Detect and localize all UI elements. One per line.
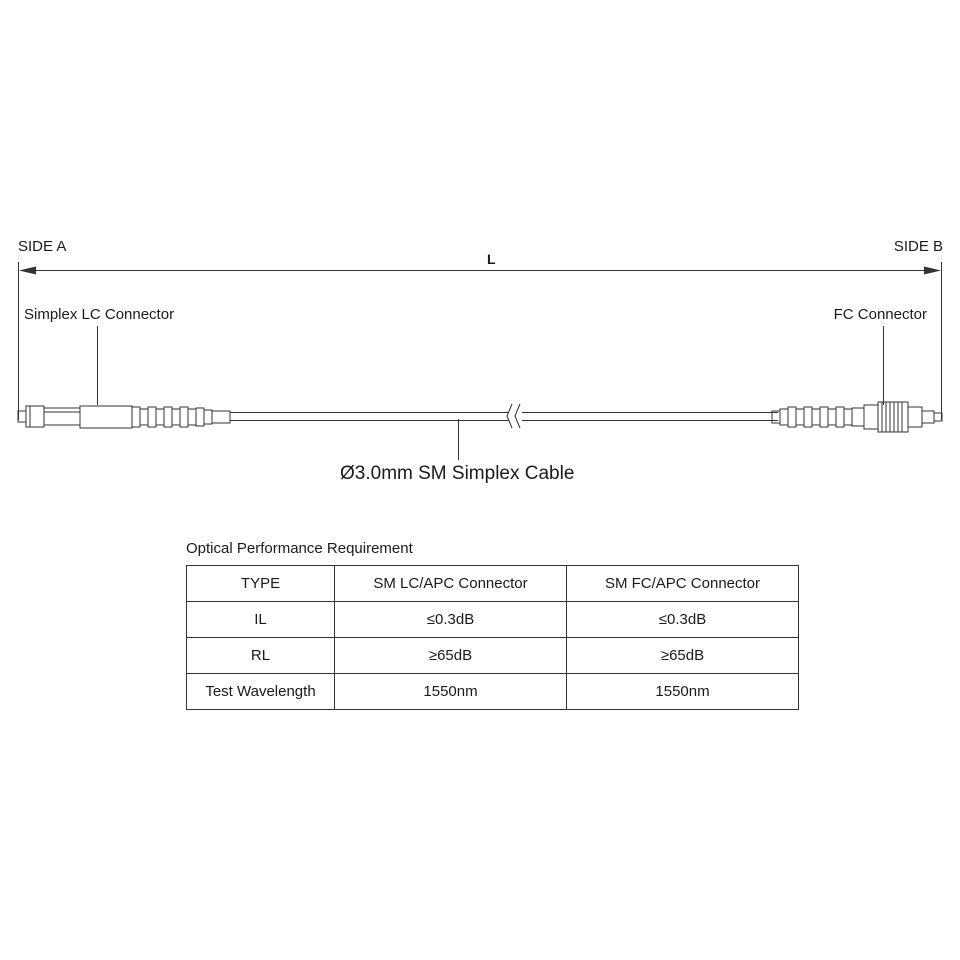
header-cell-type: TYPE: [187, 566, 335, 602]
table-cell: ≥65dB: [567, 638, 799, 674]
table-cell: 1550nm: [567, 674, 799, 710]
table-cell: 1550nm: [335, 674, 567, 710]
table-cell: RL: [187, 638, 335, 674]
cable-break-icon: [507, 404, 512, 428]
header-cell-lc: SM LC/APC Connector: [335, 566, 567, 602]
table-cell: ≤0.3dB: [335, 602, 567, 638]
cable-label: Ø3.0mm SM Simplex Cable: [340, 463, 575, 484]
length-label: L: [487, 251, 496, 267]
side-a-label: SIDE A: [18, 238, 67, 255]
table-cell: ≤0.3dB: [567, 602, 799, 638]
table-row: [187, 638, 799, 674]
table-row: [187, 674, 799, 710]
table-cell: ≥65dB: [335, 638, 567, 674]
performance-table: [186, 565, 799, 710]
header-cell-fc: SM FC/APC Connector: [567, 566, 799, 602]
connector-a-label: Simplex LC Connector: [24, 306, 175, 323]
connector-b-label: FC Connector: [833, 306, 927, 323]
arrow-right-icon: [924, 267, 941, 275]
table-title: Optical Performance Requirement: [186, 540, 413, 557]
arrow-left-icon: [19, 267, 36, 275]
fc-connector-drawing: [772, 402, 942, 432]
table-header-row: [187, 566, 799, 602]
table-cell: Test Wavelength: [187, 674, 335, 710]
side-b-label: SIDE B: [893, 238, 943, 255]
lc-connector-drawing: [18, 406, 230, 428]
cable: [230, 404, 778, 428]
table-cell: IL: [187, 602, 335, 638]
table-row: [187, 602, 799, 638]
